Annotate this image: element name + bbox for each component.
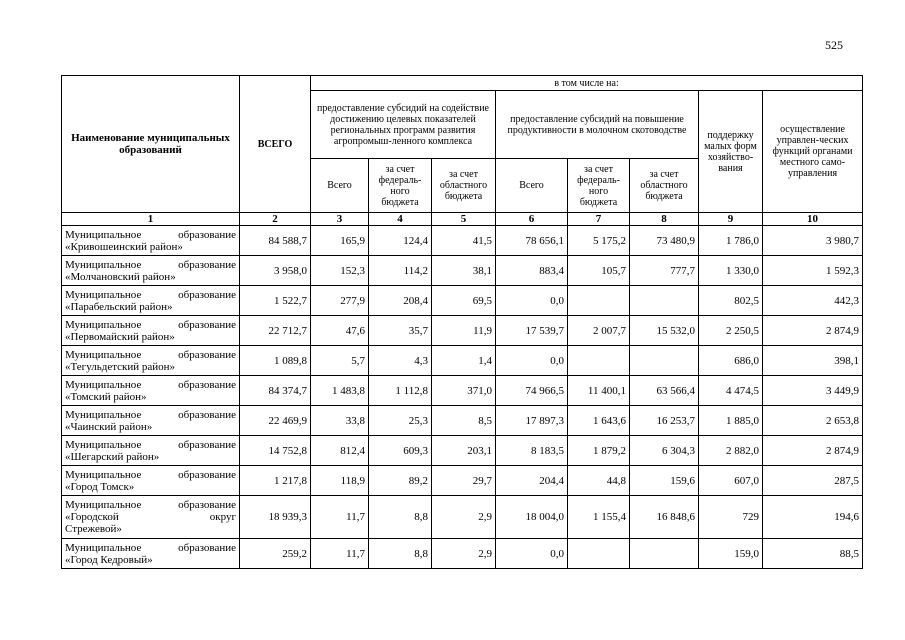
value-cell: 63 566,4	[630, 376, 699, 406]
column-number: 8	[630, 213, 699, 226]
value-cell: 1 592,3	[763, 256, 863, 286]
municipality-name-line: «Кривошеинский район»	[65, 240, 183, 253]
value-cell: 11 400,1	[568, 376, 630, 406]
municipality-name	[62, 346, 240, 376]
municipality-name-line: Муниципальное образование	[65, 288, 236, 301]
value-cell: 22 469,9	[240, 406, 311, 436]
municipality-name	[62, 466, 240, 496]
value-cell: 88,5	[763, 539, 863, 569]
value-cell: 259,2	[240, 539, 311, 569]
value-cell: 0,0	[496, 539, 568, 569]
municipality-name-line: «Городской округ	[65, 511, 236, 524]
header-name-column: Наименование муниципальных образований	[62, 76, 240, 213]
value-cell: 5 175,2	[568, 226, 630, 256]
value-cell: 16 848,6	[630, 496, 699, 539]
value-cell: 35,7	[369, 316, 432, 346]
header-sub-total-2: Всего	[496, 159, 568, 213]
municipality-name-line: Муниципальное образование	[65, 408, 236, 421]
value-cell: 1 879,2	[568, 436, 630, 466]
value-cell: 609,3	[369, 436, 432, 466]
table-row	[62, 376, 863, 406]
column-number: 5	[432, 213, 496, 226]
value-cell: 0,0	[496, 346, 568, 376]
value-cell: 8,8	[369, 496, 432, 539]
value-cell: 1 522,7	[240, 286, 311, 316]
value-cell: 105,7	[568, 256, 630, 286]
value-cell: 18 939,3	[240, 496, 311, 539]
value-cell: 607,0	[699, 466, 763, 496]
municipality-name-line: Муниципальное образование	[65, 468, 236, 481]
value-cell: 17 897,3	[496, 406, 568, 436]
municipality-name-line: Муниципальное образование	[65, 228, 236, 241]
value-cell: 11,7	[311, 539, 369, 569]
value-cell: 1,4	[432, 346, 496, 376]
value-cell	[630, 539, 699, 569]
value-cell: 165,9	[311, 226, 369, 256]
value-cell: 802,5	[699, 286, 763, 316]
table-row	[62, 539, 863, 569]
header-group-agro: предоставление субсидий на содействие достижению целевых показателей региональных программ развития агропромыш-ленного комплекса	[311, 91, 496, 159]
value-cell: 204,4	[496, 466, 568, 496]
value-cell: 8,8	[369, 539, 432, 569]
header-sub-total-1: Всего	[311, 159, 369, 213]
municipality-name-line: Муниципальное образование	[65, 318, 236, 331]
header-sub-federal-1: за счет федераль-ного бюджета	[369, 159, 432, 213]
value-cell: 1 643,6	[568, 406, 630, 436]
header-local-government: осуществление управлен-ческих функций органами местного само-управления	[763, 91, 863, 213]
value-cell: 11,9	[432, 316, 496, 346]
value-cell: 4,3	[369, 346, 432, 376]
page-number: 525	[825, 38, 843, 52]
value-cell: 22 712,7	[240, 316, 311, 346]
value-cell	[568, 346, 630, 376]
municipality-name-line: «Шегарский район»	[65, 450, 160, 463]
municipality-name-line: «Парабельский район»	[65, 300, 173, 313]
value-cell: 84 588,7	[240, 226, 311, 256]
municipality-name-line: Муниципальное образование	[65, 498, 236, 511]
value-cell: 2 874,9	[763, 436, 863, 466]
municipality-name	[62, 286, 240, 316]
municipality-name-line: Стрежевой»	[65, 523, 122, 536]
municipality-name	[62, 316, 240, 346]
municipality-name	[62, 406, 240, 436]
value-cell: 29,7	[432, 466, 496, 496]
column-number: 10	[763, 213, 863, 226]
value-cell: 2 250,5	[699, 316, 763, 346]
value-cell: 11,7	[311, 496, 369, 539]
value-cell: 14 752,8	[240, 436, 311, 466]
municipality-name-line: Муниципальное образование	[65, 438, 236, 451]
column-number: 2	[240, 213, 311, 226]
table-row	[62, 316, 863, 346]
value-cell	[630, 286, 699, 316]
value-cell: 74 966,5	[496, 376, 568, 406]
header-sub-regional-1: за счет областного бюджета	[432, 159, 496, 213]
value-cell: 5,7	[311, 346, 369, 376]
value-cell: 1 330,0	[699, 256, 763, 286]
value-cell: 686,0	[699, 346, 763, 376]
value-cell: 89,2	[369, 466, 432, 496]
value-cell: 2 882,0	[699, 436, 763, 466]
value-cell: 41,5	[432, 226, 496, 256]
value-cell: 883,4	[496, 256, 568, 286]
table-row	[62, 226, 863, 256]
table-row	[62, 436, 863, 466]
column-number: 1	[62, 213, 240, 226]
value-cell: 152,3	[311, 256, 369, 286]
subsidy-table	[61, 75, 863, 569]
column-number: 6	[496, 213, 568, 226]
municipality-name-line: Муниципальное образование	[65, 541, 236, 554]
municipality-name	[62, 436, 240, 466]
municipality-name-line: «Первомайский район»	[65, 330, 175, 343]
value-cell: 8,5	[432, 406, 496, 436]
header-small-farms: поддержку малых форм хозяйство-вания	[699, 91, 763, 213]
value-cell: 1 786,0	[699, 226, 763, 256]
value-cell: 729	[699, 496, 763, 539]
municipality-name	[62, 256, 240, 286]
municipality-name-line: «Чаинский район»	[65, 420, 153, 433]
value-cell: 3 980,7	[763, 226, 863, 256]
table-row	[62, 346, 863, 376]
municipality-name-line: «Город Кедровый»	[65, 553, 153, 566]
header-group-dairy: предоставление субсидий на повышение продуктивности в молочном скотоводстве	[496, 91, 699, 159]
municipality-name-line: «Томский район»	[65, 390, 147, 403]
value-cell: 16 253,7	[630, 406, 699, 436]
value-cell: 33,8	[311, 406, 369, 436]
value-cell: 17 539,7	[496, 316, 568, 346]
value-cell: 3 958,0	[240, 256, 311, 286]
value-cell: 15 532,0	[630, 316, 699, 346]
table-row	[62, 466, 863, 496]
value-cell: 69,5	[432, 286, 496, 316]
value-cell: 159,6	[630, 466, 699, 496]
column-number: 9	[699, 213, 763, 226]
value-cell: 398,1	[763, 346, 863, 376]
value-cell: 1 155,4	[568, 496, 630, 539]
value-cell: 114,2	[369, 256, 432, 286]
municipality-name-line: «Молчановский район»	[65, 270, 176, 283]
value-cell: 73 480,9	[630, 226, 699, 256]
value-cell: 1 885,0	[699, 406, 763, 436]
value-cell: 25,3	[369, 406, 432, 436]
value-cell: 1 483,8	[311, 376, 369, 406]
value-cell: 371,0	[432, 376, 496, 406]
value-cell: 159,0	[699, 539, 763, 569]
value-cell	[568, 286, 630, 316]
value-cell: 194,6	[763, 496, 863, 539]
value-cell: 4 474,5	[699, 376, 763, 406]
value-cell: 2,9	[432, 496, 496, 539]
value-cell: 2,9	[432, 539, 496, 569]
value-cell: 2 874,9	[763, 316, 863, 346]
column-number: 7	[568, 213, 630, 226]
municipality-name-line: Муниципальное образование	[65, 348, 236, 361]
value-cell: 124,4	[369, 226, 432, 256]
municipality-name	[62, 226, 240, 256]
municipality-name	[62, 496, 240, 539]
value-cell: 812,4	[311, 436, 369, 466]
table-row	[62, 286, 863, 316]
value-cell: 0,0	[496, 286, 568, 316]
municipality-name-line: «Тегульдетский район»	[65, 360, 176, 373]
column-number: 3	[311, 213, 369, 226]
table-row	[62, 256, 863, 286]
value-cell: 6 304,3	[630, 436, 699, 466]
table-row	[62, 406, 863, 436]
value-cell: 118,9	[311, 466, 369, 496]
municipality-name-line: Муниципальное образование	[65, 258, 236, 271]
value-cell: 777,7	[630, 256, 699, 286]
value-cell: 38,1	[432, 256, 496, 286]
value-cell: 208,4	[369, 286, 432, 316]
value-cell: 287,5	[763, 466, 863, 496]
value-cell: 18 004,0	[496, 496, 568, 539]
value-cell	[630, 346, 699, 376]
value-cell: 78 656,1	[496, 226, 568, 256]
header-sub-federal-2: за счет федераль-ного бюджета	[568, 159, 630, 213]
value-cell: 1 089,8	[240, 346, 311, 376]
value-cell: 442,3	[763, 286, 863, 316]
value-cell: 1 112,8	[369, 376, 432, 406]
header-including: в том числе на:	[311, 76, 863, 91]
column-number-row	[62, 213, 863, 226]
column-number: 4	[369, 213, 432, 226]
value-cell: 277,9	[311, 286, 369, 316]
value-cell: 203,1	[432, 436, 496, 466]
value-cell: 44,8	[568, 466, 630, 496]
municipality-name-line: «Город Томск»	[65, 480, 135, 493]
municipality-name	[62, 539, 240, 569]
value-cell	[568, 539, 630, 569]
value-cell: 2 653,8	[763, 406, 863, 436]
value-cell: 8 183,5	[496, 436, 568, 466]
header-sub-regional-2: за счет областного бюджета	[630, 159, 699, 213]
value-cell: 3 449,9	[763, 376, 863, 406]
table-row	[62, 496, 863, 539]
value-cell: 2 007,7	[568, 316, 630, 346]
value-cell: 47,6	[311, 316, 369, 346]
municipality-name-line: Муниципальное образование	[65, 378, 236, 391]
header-total-column: ВСЕГО	[240, 76, 311, 213]
municipality-name	[62, 376, 240, 406]
value-cell: 1 217,8	[240, 466, 311, 496]
value-cell: 84 374,7	[240, 376, 311, 406]
